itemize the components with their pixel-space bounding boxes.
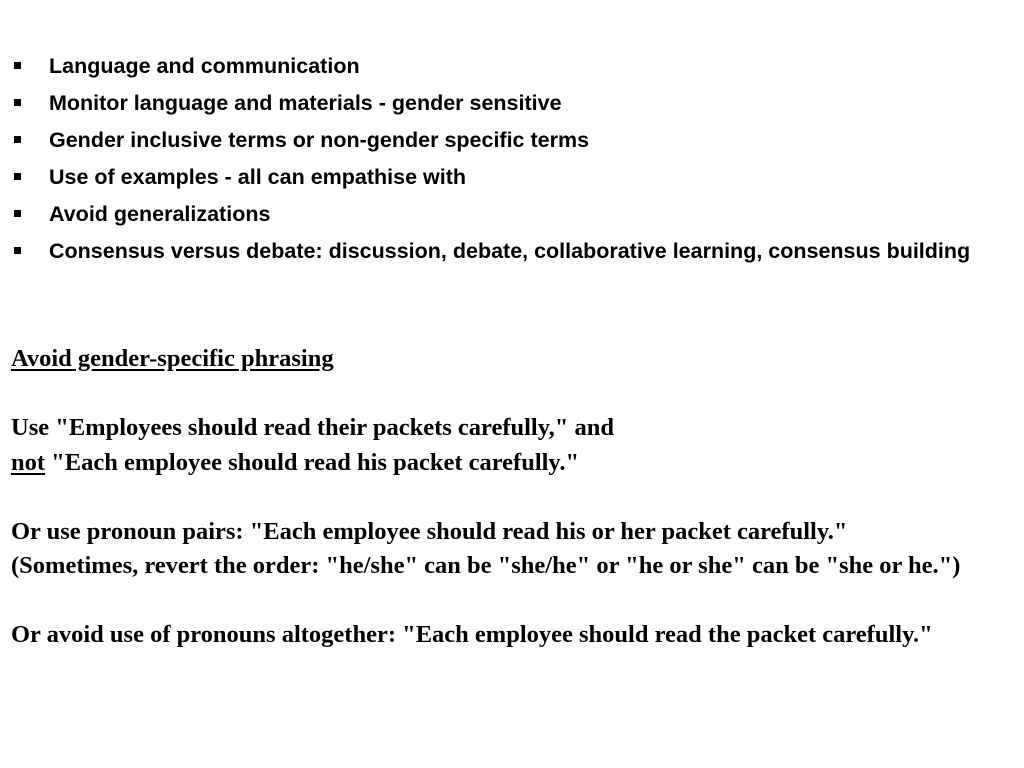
- bullet-item: [12, 236, 1012, 267]
- square-bullet-icon: [14, 62, 21, 69]
- spacer: [11, 584, 1016, 619]
- square-bullet-icon: [14, 210, 21, 217]
- example-not-line: [11, 446, 1016, 481]
- revert-order-text: (Sometimes, revert the order: "he/she" can be "she/he" or "he or she" can be "she or he."): [11, 552, 961, 579]
- avoid-pronouns-paragraph: Or avoid use of pronouns altogether: "Each employee should read the packet carefully.": [11, 621, 933, 648]
- example-use-line: Use "Employees should read their packets carefully," and: [11, 414, 614, 441]
- pronoun-pairs-paragraph: [11, 515, 1016, 584]
- bullet-text: Use of examples - all can empathise with: [49, 165, 467, 189]
- bullet-item: [12, 51, 1012, 82]
- example-not-text: "Each employee should read his packet carefully.": [45, 448, 580, 476]
- bullet-text: Monitor language and materials - gender sensitive: [49, 91, 562, 115]
- bullet-item: [12, 88, 1012, 119]
- bullet-text: Gender inclusive terms or non-gender specific terms: [49, 128, 590, 152]
- square-bullet-icon: [14, 136, 21, 143]
- section-body: [11, 342, 1016, 653]
- square-bullet-icon: [14, 173, 21, 180]
- bullet-item: [12, 162, 1012, 193]
- bullet-text: Avoid generalizations: [49, 202, 271, 226]
- not-word: not: [11, 448, 46, 476]
- bullet-text: Consensus versus debate: discussion, debate, collaborative learning, consensus building: [49, 239, 971, 263]
- spacer: [11, 377, 1016, 412]
- square-bullet-icon: [14, 99, 21, 106]
- bullet-item: [12, 125, 1012, 156]
- bullet-list: [12, 51, 1012, 273]
- bullet-item: [12, 199, 1012, 230]
- pronoun-pairs-text: Or use pronoun pairs: "Each employee should read his or her packet carefully.": [11, 517, 848, 545]
- square-bullet-icon: [14, 247, 21, 254]
- section-heading: Avoid gender-specific phrasing: [11, 345, 334, 372]
- bullet-text: Language and communication: [49, 54, 360, 78]
- spacer: [11, 480, 1016, 515]
